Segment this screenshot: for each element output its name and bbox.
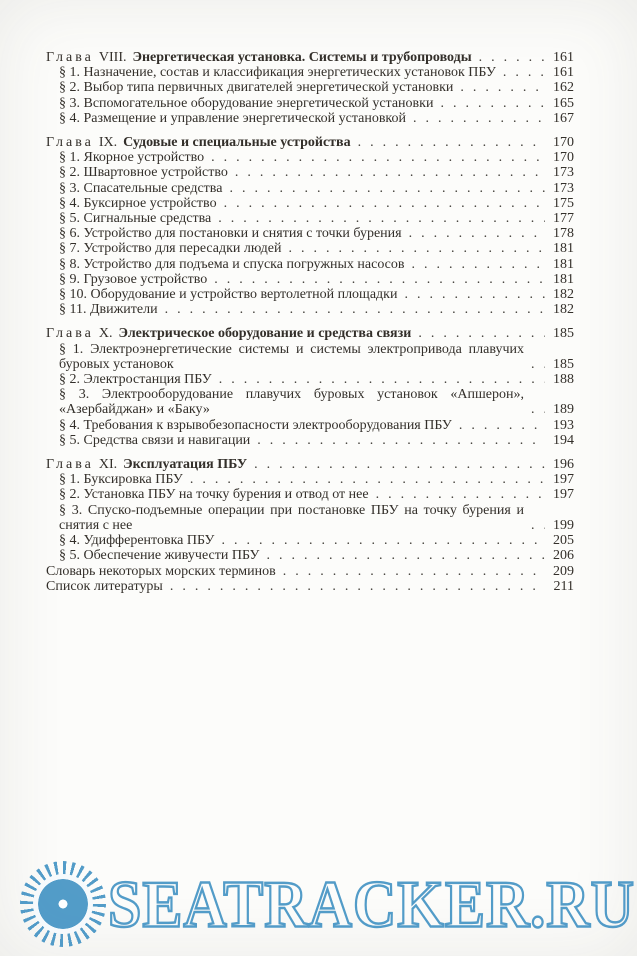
entry-text: § 4. Буксирное устройство	[59, 195, 217, 211]
chapter-block	[46, 135, 574, 317]
chapter-title: Электрическое оборудование и средства связи	[118, 326, 412, 342]
toc-entry	[46, 472, 574, 487]
dot-leader	[459, 418, 545, 433]
entry-text: § 5. Средства связи и навигации	[59, 432, 251, 448]
page-number: 188	[553, 372, 574, 388]
dot-leader	[214, 272, 545, 287]
dot-leader	[531, 357, 545, 372]
page-number: 182	[553, 287, 574, 303]
dot-leader	[257, 433, 545, 448]
toc-entry	[46, 165, 574, 180]
dot-leader	[503, 65, 545, 80]
page-number: 185	[553, 326, 574, 342]
toc-entry	[46, 342, 574, 372]
toc	[46, 50, 574, 594]
dot-leader	[409, 226, 545, 241]
page-number: 193	[553, 417, 574, 433]
chapter-word: Глава	[46, 50, 94, 65]
chapter-word: Глава	[46, 326, 94, 342]
toc-entry	[46, 533, 574, 548]
page-number: 173	[553, 165, 574, 181]
chapter-block	[46, 326, 574, 448]
toc-entry	[46, 241, 574, 256]
chapter-title: Судовые и специальные устройства	[123, 135, 351, 151]
entry-text: § 1. Электроэнергетические системы и системы электропривода плавучих буровых установок	[59, 341, 524, 372]
page-number: 175	[553, 195, 574, 211]
entry-text: § 3. Спуско-подъемные операции при постановке ПБУ на точку бурения и снятия с нее	[59, 502, 524, 533]
dot-leader	[358, 135, 545, 150]
dot-leader	[288, 241, 545, 256]
page-number: 167	[553, 110, 574, 126]
chapter-heading-text	[46, 326, 411, 341]
toc-entry	[46, 257, 574, 272]
chapter-heading	[46, 326, 574, 341]
chapter-title: Энергетическая установка. Системы и трубопроводы	[132, 50, 472, 65]
toc-entry	[46, 111, 574, 126]
entry-text: § 5. Сигнальные средства	[59, 211, 212, 227]
entry-text: § 4. Размещение и управление энергетической установкой	[59, 110, 407, 126]
dot-leader	[531, 402, 545, 417]
toc-entry	[46, 196, 574, 211]
toc-entry	[46, 487, 574, 502]
entry-text: Словарь некоторых морских терминов	[46, 563, 276, 579]
dot-leader	[254, 457, 545, 472]
dot-leader	[479, 50, 545, 65]
toc-entry	[46, 548, 574, 563]
entry-text: § 3. Вспомогательное оборудование энергетической установки	[59, 95, 434, 111]
dot-leader	[531, 518, 545, 533]
entry-text: § 11. Движители	[59, 302, 158, 318]
toc-entry	[46, 211, 574, 226]
dot-leader	[229, 181, 545, 196]
dot-leader	[283, 564, 545, 579]
dot-leader	[460, 80, 545, 95]
chapter-word: Глава	[46, 457, 94, 473]
entry-text: § 6. Устройство для постановки и снятия с точки бурения	[59, 226, 402, 242]
chapter-heading-text	[46, 50, 472, 65]
entry-text: § 7. Устройство для пересадки людей	[59, 241, 282, 257]
page-number: 170	[553, 150, 574, 166]
toc-entry	[46, 433, 574, 448]
dot-leader	[165, 302, 545, 317]
chapter-numeral: VIII.	[98, 50, 127, 65]
chapter-block	[46, 457, 574, 563]
page-number: 211	[553, 578, 574, 594]
chapter-heading	[46, 50, 574, 65]
toc-entry	[46, 150, 574, 165]
entry-text: § 1. Назначение, состав и классификация энергетических установок ПБУ	[59, 65, 496, 81]
entry-text: § 4. Удифферентовка ПБУ	[59, 533, 215, 549]
page-number: 194	[553, 432, 574, 448]
page-number: 173	[553, 180, 574, 196]
page-number: 162	[553, 80, 574, 96]
toc-entry	[46, 372, 574, 387]
page-number: 178	[553, 226, 574, 242]
dot-leader	[219, 372, 545, 387]
entry-text: § 2. Швартовное устройство	[59, 165, 228, 181]
entry-text: § 3. Спасательные средства	[59, 180, 223, 196]
dot-leader	[266, 548, 545, 563]
page-number: 181	[553, 256, 574, 272]
entry-text: § 9. Грузовое устройство	[59, 271, 208, 287]
dot-leader	[190, 472, 545, 487]
toc-entry	[46, 181, 574, 196]
toc-entry	[46, 418, 574, 433]
watermark-text: SEATRACKER.RU	[108, 866, 635, 941]
dot-leader	[218, 211, 545, 226]
page-number: 161	[553, 50, 574, 65]
page-number: 181	[553, 241, 574, 257]
chapter-heading	[46, 135, 574, 150]
page-number: 206	[553, 548, 574, 564]
watermark	[20, 856, 633, 952]
sun-icon	[20, 861, 106, 947]
toc-entry	[46, 287, 574, 302]
page-number: 197	[553, 487, 574, 503]
entry-text: § 8. Устройство для подъема и спуска погружных насосов	[59, 256, 405, 272]
toc-entry	[46, 503, 574, 533]
toc-entry	[46, 272, 574, 287]
page-number: 177	[553, 211, 574, 227]
entry-text: § 1. Буксировка ПБУ	[59, 472, 183, 488]
dot-leader	[224, 196, 545, 211]
toc-entry	[46, 65, 574, 80]
toc-entry	[46, 226, 574, 241]
dot-leader	[211, 150, 545, 165]
page-number: 205	[553, 533, 574, 549]
dot-leader	[235, 165, 545, 180]
chapter-numeral: IX.	[98, 135, 118, 151]
chapter-numeral: XI.	[98, 457, 118, 473]
page-number: 181	[553, 271, 574, 287]
page-number: 161	[553, 65, 574, 81]
dot-leader	[418, 326, 545, 341]
dot-leader	[221, 533, 545, 548]
entry-text: § 4. Требования к взрывобезопасности электрооборудования ПБУ	[59, 417, 452, 433]
entry-text: § 2. Выбор типа первичных двигателей энергетической установки	[59, 80, 454, 96]
dot-leader	[413, 111, 545, 126]
dot-leader	[170, 579, 545, 594]
toc-entry	[46, 579, 574, 594]
dot-leader	[412, 257, 545, 272]
entry-text: § 2. Установка ПБУ на точку бурения и отвод от нее	[59, 487, 369, 503]
entry-text: § 5. Обеспечение живучести ПБУ	[59, 548, 260, 564]
chapter-title: Эксплуатация ПБУ	[123, 457, 248, 473]
page-number: 170	[553, 135, 574, 151]
chapter-heading-text	[46, 457, 247, 472]
toc-entry	[46, 564, 574, 579]
toc-entry	[46, 96, 574, 111]
page-number: 182	[553, 302, 574, 318]
dot-leader	[404, 287, 545, 302]
page-number: 165	[553, 95, 574, 111]
chapter-heading-text	[46, 135, 351, 150]
page-number: 197	[553, 472, 574, 488]
toc-entry	[46, 302, 574, 317]
dot-leader	[440, 96, 545, 111]
page-number: 185	[553, 356, 574, 372]
chapter-word: Глава	[46, 135, 94, 151]
toc-entry	[46, 387, 574, 417]
entry-text: Список литературы	[46, 578, 163, 594]
toc-entry	[46, 80, 574, 95]
entry-text: § 2. Электростанция ПБУ	[59, 372, 212, 388]
entry-text: § 1. Якорное устройство	[59, 150, 205, 166]
chapter-block	[46, 50, 574, 126]
chapter-numeral: X.	[98, 326, 113, 342]
page-number: 189	[553, 402, 574, 418]
entry-text: § 3. Электрооборудование плавучих буровых установок «Апшерон», «Азербайджан» и «Баку»	[59, 387, 524, 418]
page-number: 199	[553, 517, 574, 533]
page-number: 209	[553, 563, 574, 579]
dot-leader	[376, 487, 545, 502]
page-number: 196	[553, 457, 574, 473]
chapter-heading	[46, 457, 574, 472]
entry-text: § 10. Оборудование и устройство вертолетной площадки	[59, 287, 398, 303]
